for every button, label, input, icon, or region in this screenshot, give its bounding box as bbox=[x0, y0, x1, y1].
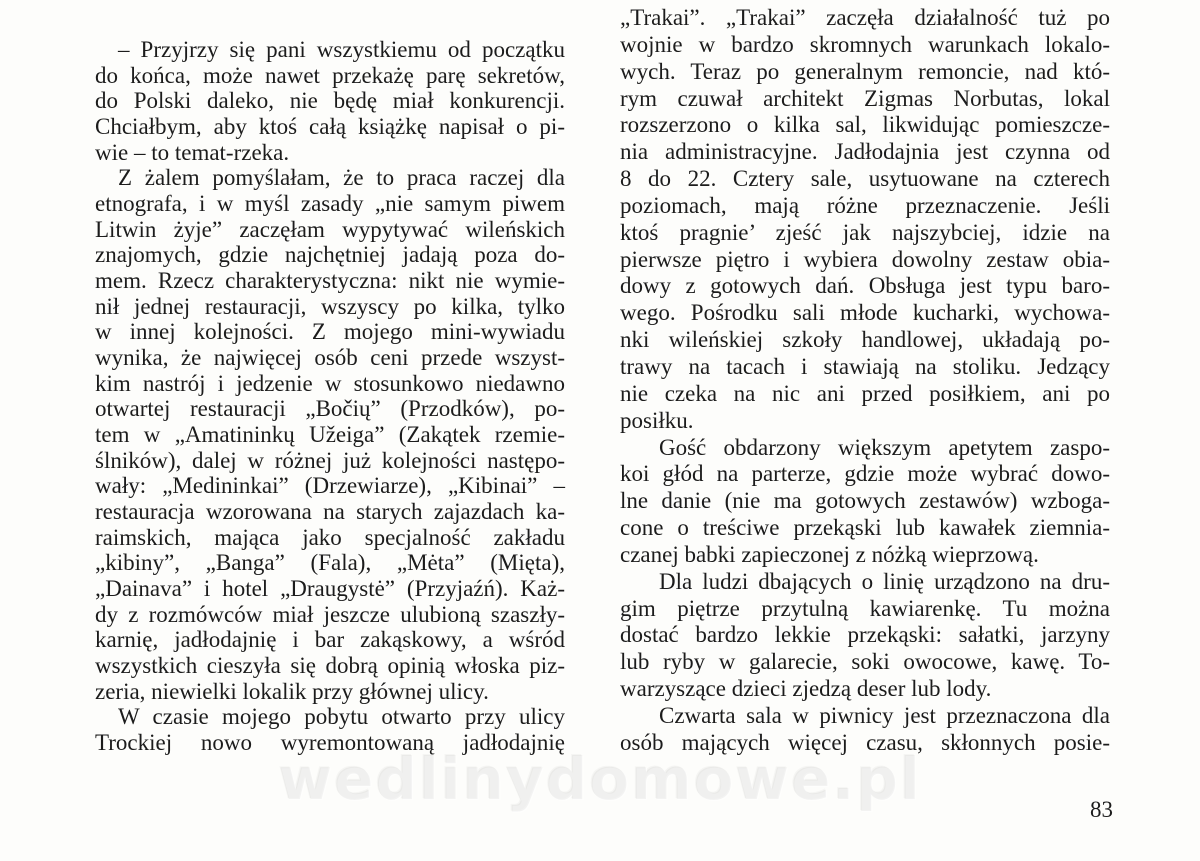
paragraph bbox=[95, 37, 565, 165]
text-line: trawy na tacach i stawiają na stoliku. Jedzący bbox=[620, 353, 1110, 379]
page-number: 83 bbox=[1090, 797, 1113, 822]
text-line: Dla ludzi dbających o linię urządzono na dru- bbox=[659, 568, 1110, 594]
text-line: Gość obdarzony większym apetytem zaspo- bbox=[659, 434, 1110, 460]
text-line: znajomych, gdzie najchętniej jadają poza do- bbox=[95, 242, 565, 268]
paragraph bbox=[620, 703, 1110, 757]
text-line: poziomach, mają różne przeznaczenie. Jeśli bbox=[620, 192, 1110, 218]
text-line: „Dainava” i hotel „Draugystė” (Przyjaźń). Każ- bbox=[95, 576, 565, 602]
text-line: otwartej restauracji „Bočių” (Przodków), po- bbox=[95, 396, 565, 422]
text-line: wojnie w bardzo skromnych warunkach lokalo- bbox=[620, 31, 1110, 57]
text-line: Trockiej nowo wyremontowaną jadłodajnię bbox=[95, 730, 565, 756]
text-line: ktoś pragnie’ zjeść jak najszybciej, idzie na bbox=[620, 219, 1110, 245]
text-line: restauracja wzorowana na starych zajazdach ka- bbox=[95, 499, 565, 525]
text-line: koi głód na parterze, gdzie może wybrać dowo- bbox=[620, 461, 1110, 487]
text-line: wały: „Medininkai” (Drzewiarze), „Kibinai” – bbox=[95, 473, 565, 499]
text-line: tem w „Amatininkų Užeiga” (Zakątek rzemie- bbox=[95, 422, 565, 448]
text-line: etnografa, i w myśl zasady „nie samym piwem bbox=[95, 191, 565, 217]
text-line: wego. Pośrodku sali młode kucharki, wychowa- bbox=[620, 300, 1110, 326]
left-text-column bbox=[95, 37, 565, 756]
text-line: nki wileńskiej szkoły handlowej, układają po- bbox=[620, 327, 1110, 353]
text-line: warzyszące dzieci zjedzą deser lub lody. bbox=[620, 676, 992, 702]
text-line: do Polski daleko, nie będę miał konkurencji. bbox=[95, 88, 565, 114]
text-line: wynika, że najwięcej osób ceni przede wszyst- bbox=[95, 345, 565, 371]
text-line: w innej kolejności. Z mojego mini-wywiadu bbox=[95, 319, 565, 345]
paragraph bbox=[620, 5, 1110, 435]
text-line: „kibiny”, „Banga” (Fala), „Mėta” (Mięta), bbox=[95, 550, 565, 576]
text-line: W czasie mojego pobytu otwarto przy ulicy bbox=[118, 704, 565, 730]
text-line: osób mających więcej czasu, skłonnych posie- bbox=[620, 729, 1110, 755]
text-line: pierwsze piętro i wybiera dowolny zestaw obia- bbox=[620, 246, 1110, 272]
text-line: dy z rozmówców miał jeszcze ulubioną szaszły- bbox=[95, 601, 565, 627]
watermark: wedlinydomowe.pl bbox=[278, 745, 922, 813]
text-line: wszystkich cieszyła się dobrą opinią włoska piz- bbox=[95, 653, 565, 679]
text-line: lub ryby w galarecie, soki owocowe, kawę. To- bbox=[620, 649, 1110, 675]
text-line: „Trakai”. „Trakai” zaczęła działalność tuż po bbox=[620, 5, 1110, 30]
text-line: posiłku. bbox=[620, 407, 694, 433]
text-line: ślników), dalej w różnej już kolejności następo- bbox=[95, 447, 565, 473]
text-line: czanej babki zapieczonej z nóżką wieprzową. bbox=[620, 541, 1039, 567]
text-line: nie czeka na nic ani przed posiłkiem, ani po bbox=[620, 380, 1110, 406]
text-line: raimskich, mająca jako specjalność zakładu bbox=[95, 524, 565, 550]
text-line: dowy z gotowych dań. Obsługa jest typu baro- bbox=[620, 273, 1110, 299]
text-line: wie – to temat-rzeka. bbox=[95, 139, 290, 165]
text-line: kim nastrój i jedzenie w stosunkowo niedawno bbox=[95, 370, 565, 396]
text-line: zeria, niewielki lokalik przy głównej ulicy. bbox=[95, 678, 489, 704]
paragraph bbox=[620, 569, 1110, 703]
right-text-column bbox=[620, 5, 1110, 757]
text-line: Chciałbym, aby ktoś całą książkę napisał o pi- bbox=[95, 114, 565, 140]
text-line: lne danie (nie ma gotowych zestawów) wzboga- bbox=[620, 488, 1110, 514]
text-line: do końca, może nawet przekażę parę sekretów, bbox=[95, 62, 565, 88]
text-line: Litwin żyje” zaczęłam wypytywać wileńskich bbox=[95, 216, 565, 242]
text-line: Z żalem pomyślałam, że to praca raczej dla bbox=[118, 165, 565, 191]
paragraph bbox=[95, 165, 565, 704]
text-line: cone o treściwe przekąski lub kawałek ziemnia- bbox=[620, 515, 1110, 541]
text-line: dostać bardzo lekkie przekąski: sałatki, jarzyny bbox=[620, 622, 1110, 648]
text-line: nia administracyjne. Jadłodajnia jest czynna od bbox=[620, 139, 1110, 165]
text-line: rym czuwał architekt Zigmas Norbutas, lokal bbox=[620, 85, 1110, 111]
text-line: rozszerzono o kilka sal, likwidując pomieszcze- bbox=[620, 112, 1110, 138]
text-line: 8 do 22. Cztery sale, usytuowane na czterech bbox=[620, 166, 1110, 192]
paragraph bbox=[620, 435, 1110, 569]
text-line: – Przyjrzy się pani wszystkiemu od początku bbox=[118, 37, 565, 62]
text-line: nił jednej restauracji, wszyscy po kilka, tylko bbox=[95, 293, 565, 319]
text-line: mem. Rzecz charakterystyczna: nikt nie wymie- bbox=[95, 268, 565, 294]
text-line: karnię, jadłodajnię i bar zakąskowy, a wśród bbox=[95, 627, 565, 653]
text-line: Czwarta sala w piwnicy jest przeznaczona dla bbox=[659, 702, 1110, 728]
text-line: gim piętrze przytulną kawiarenkę. Tu można bbox=[620, 595, 1110, 621]
paragraph bbox=[95, 704, 565, 755]
text-line: wych. Teraz po generalnym remoncie, nad któ- bbox=[620, 58, 1110, 84]
